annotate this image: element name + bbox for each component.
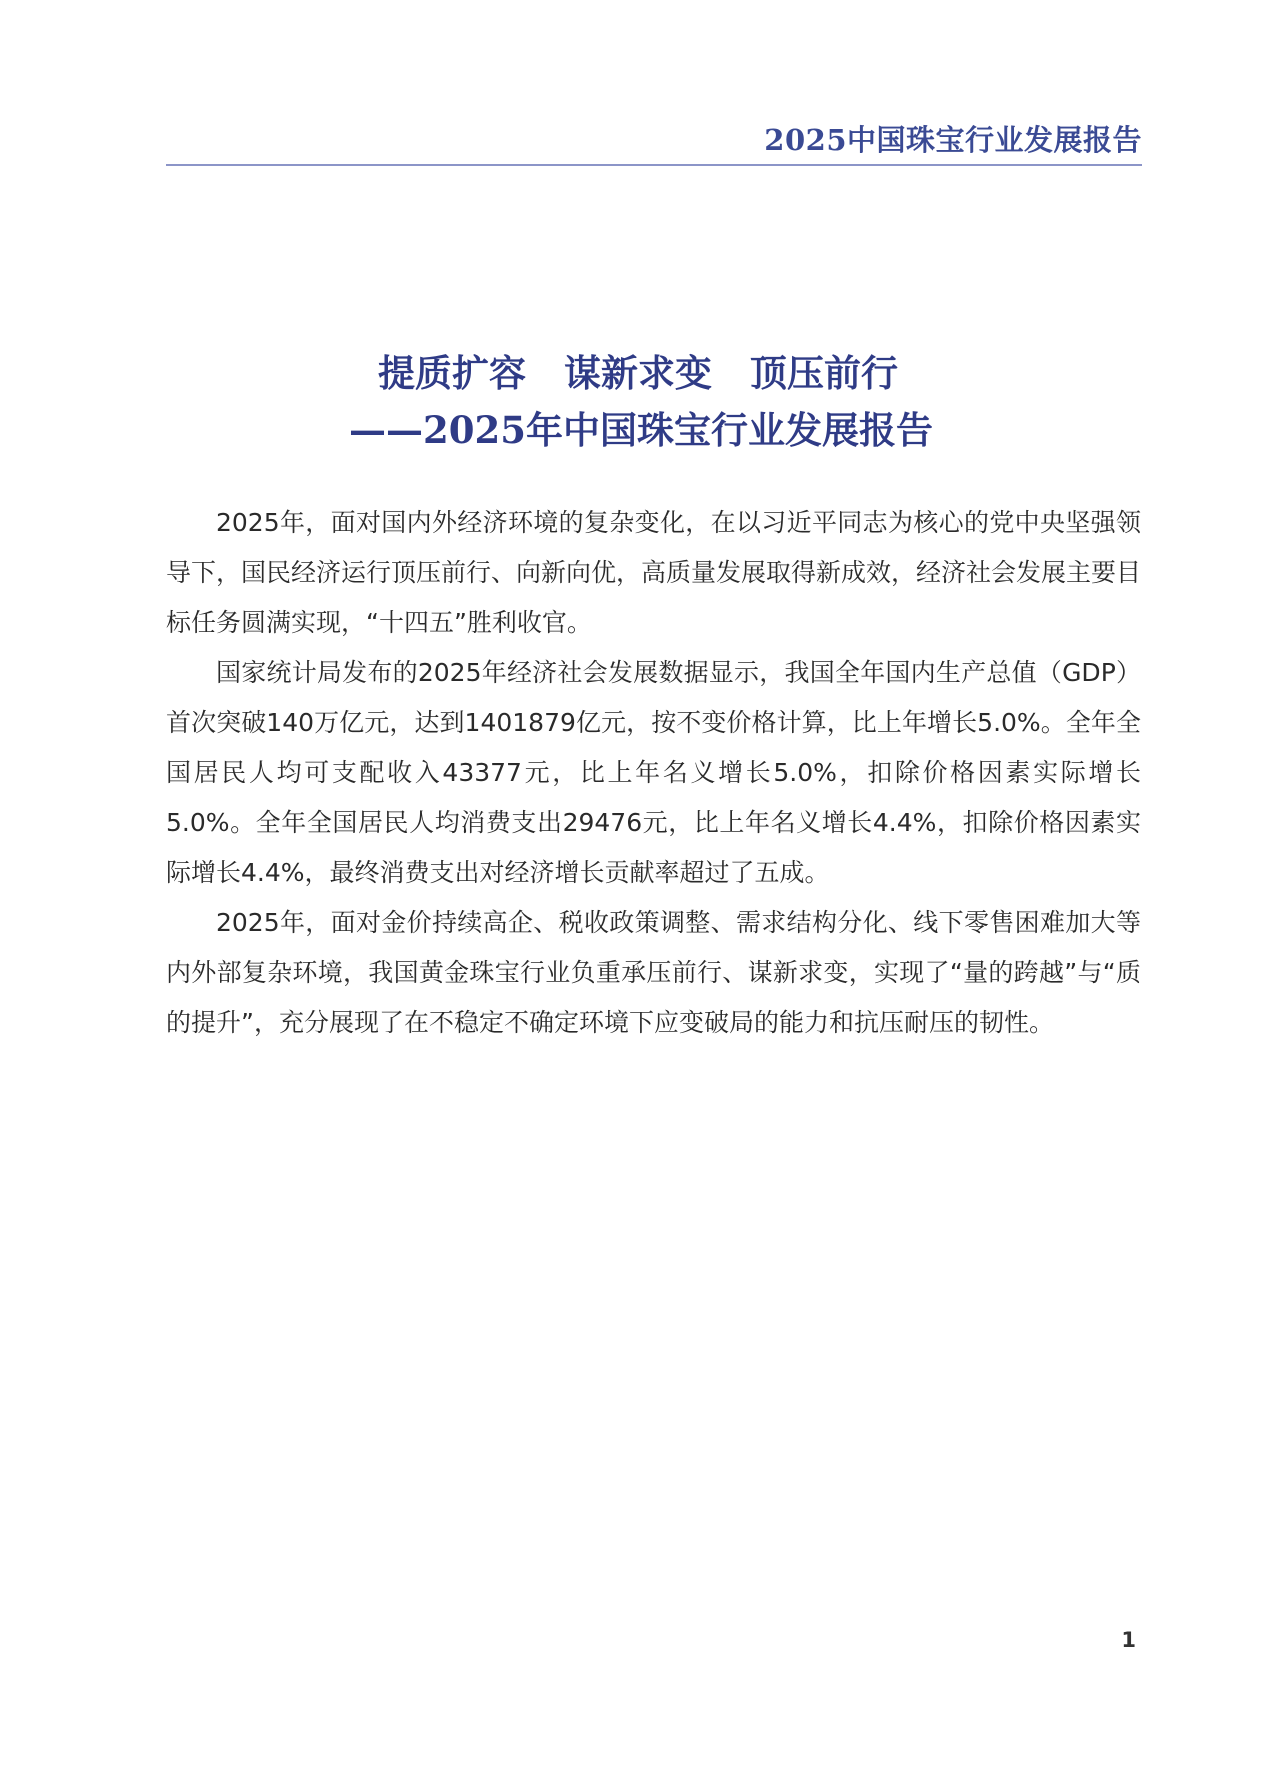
title-subtitle: ——2025年中国珠宝行业发展报告 (349, 408, 933, 452)
body-text (166, 498, 1141, 1048)
title-phrase-2: 谋新求变 (564, 351, 712, 395)
page-number: 1 (1121, 1628, 1136, 1652)
title-phrase-3: 顶压前行 (750, 351, 898, 395)
paragraph-2: 国家统计局发布的2025年经济社会发展数据显示，我国全年国内生产总值（GDP）首次突破140万亿元，达到1401879亿元，按不变价格计算，比上年增长5.0%。全年全国居民人均可支配收入43377元，比上年名义增长5.0%，扣除价格因素实际增长5.0%。全年全国居民人均消费支出29476元，比上年名义增长4.4%，扣除价格因素实际增长4.4%，最终消费支出对经济增长贡献率超过了五成。 (166, 658, 1141, 887)
paragraph-3: 2025年，面对金价持续高企、税收政策调整、需求结构分化、线下零售困难加大等内外部复杂环境，我国黄金珠宝行业负重承压前行、谋新求变，实现了“量的跨越”与“质的提升”，充分展现了在不稳定不确定环境下应变破局的能力和抗压耐压的韧性。 (166, 908, 1141, 1037)
title-main-line (0, 345, 1276, 402)
title-phrase-1: 提质扩容 (378, 351, 526, 395)
paragraph-1: 2025年，面对国内外经济环境的复杂变化，在以习近平同志为核心的党中央坚强领导下，国民经济运行顶压前行、向新向优，高质量发展取得新成效，经济社会发展主要目标任务圆满实现，“十四五”胜利收官。 (166, 508, 1142, 637)
report-title (0, 345, 1276, 459)
header-divider (166, 164, 1142, 166)
running-header-title: 2025中国珠宝行业发展报告 (764, 123, 1142, 157)
